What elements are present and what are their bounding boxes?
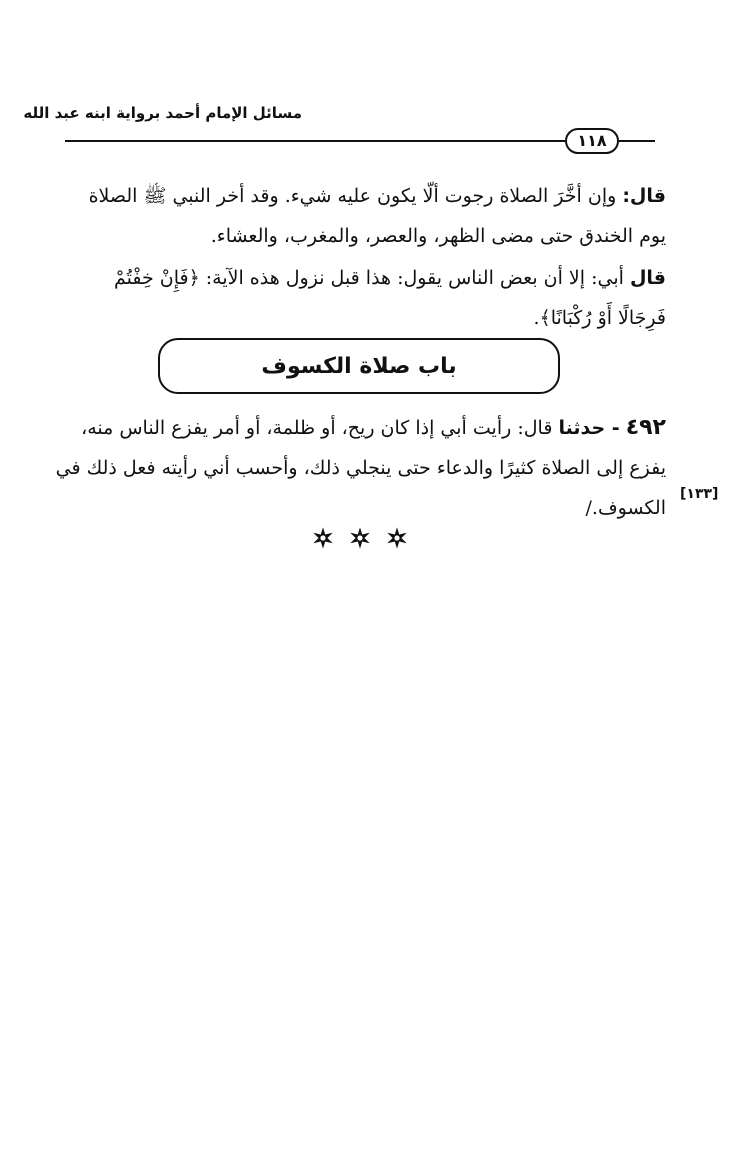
paragraph-2-lead: قال <box>629 267 666 289</box>
page-number: ١١٨ <box>565 128 619 154</box>
paragraph-2-line-1: قال أبي: إلا أن بعض الناس يقول: هذا قبل نزول هذه الآية: ﴿فَإِنْ خِفْتُمْ <box>113 267 666 289</box>
paragraph-1 <box>89 176 666 256</box>
paragraph-1-line-2: يوم الخندق حتى مضى الظهر، والعصر، والمغرب، والعشاء. <box>210 225 666 247</box>
paragraph-1-lead: قال: <box>622 185 666 207</box>
section-end-ornaments <box>310 524 410 552</box>
margin-reference: [١٣٣] <box>680 486 719 502</box>
hadith-paragraph <box>56 408 666 528</box>
hadith-line-3: الكسوف./ <box>585 497 666 519</box>
flower-ornament-icon <box>310 525 336 551</box>
header-rule-right <box>619 140 655 142</box>
hadith-line-2: يفزع إلى الصلاة كثيرًا والدعاء حتى ينجلي ذلك، وأحسب أني رأيته فعل ذلك في <box>55 457 666 479</box>
paragraph-1-line-1: قال: وإن أخَّرَ الصلاة رجوت ألّا يكون عليه شيء. وقد أخر النبي ﷺ الصلاة <box>88 185 666 207</box>
paragraph-2-line-2: فَرِجَالًا أَوْ رُكْبَانًا﴾. <box>533 307 666 329</box>
hadith-number: ٤٩٢ <box>625 415 666 440</box>
paragraph-2 <box>114 258 666 338</box>
running-title: مسائل الإمام أحمد برواية ابنه عبد الله <box>23 104 302 122</box>
flower-ornament-icon <box>384 525 410 551</box>
hadith-line-1: ٤٩٢ - حدثنا قال: رأيت أبي إذا كان ريح، أو ظلمة، أو أمر يفزع الناس منه، <box>81 415 666 440</box>
chapter-title: باب صلاة الكسوف <box>158 338 560 394</box>
hadith-lead: - حدثنا <box>558 417 620 439</box>
flower-ornament-icon <box>347 525 373 551</box>
header-rule-left <box>65 140 565 142</box>
